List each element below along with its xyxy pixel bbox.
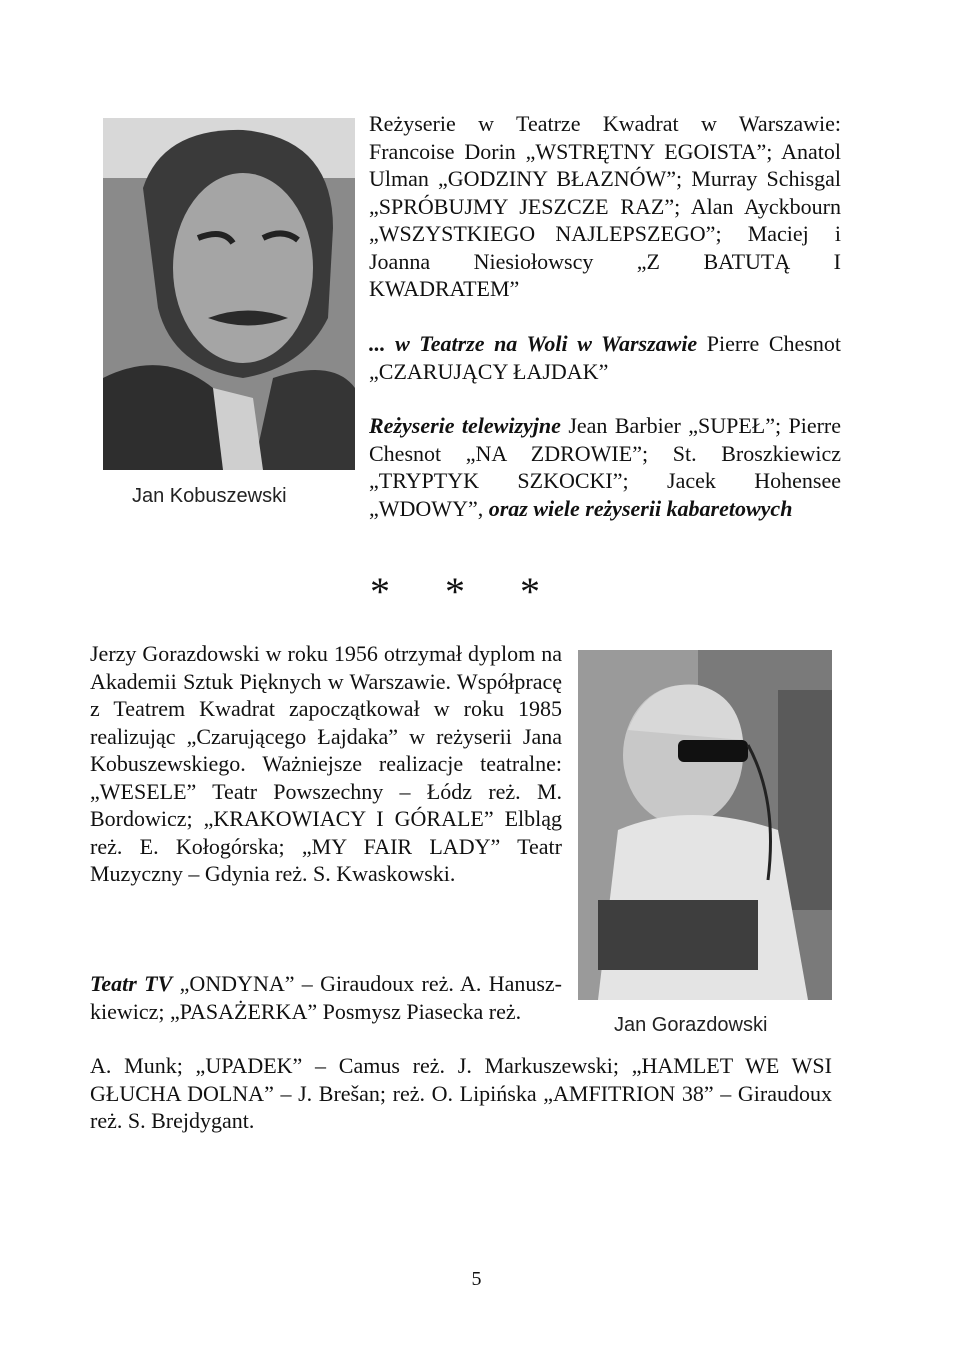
teatr-tv-continued — [90, 1052, 832, 1135]
teatr-tv-section — [90, 970, 562, 1025]
closing-line: oraz wiele reżyserii kabaretowych — [488, 495, 793, 521]
photo-jan-kobuszewski — [103, 118, 355, 470]
text-line: Murray Schisgal „SPRÓBUJMY JESZCZE — [369, 166, 842, 219]
photo-jan-gorazdowski — [578, 650, 832, 1000]
section-heading: ... w Teatrze na Woli w Warszawie — [369, 331, 698, 356]
text-line: Anatol Ulman „GODZINY BŁAZNÓW”; — [369, 138, 841, 191]
page-number: 5 — [471, 1268, 482, 1290]
text-line: GŁUCHA DOLNA” – J. Brešan; reż. O. Lipińska „AMFITRION 38” – — [90, 1080, 732, 1106]
section-heading: Reżyserie telewizyjne — [369, 413, 561, 438]
asterisk-icon: * — [370, 569, 390, 614]
asterisk-icon: * — [445, 569, 465, 614]
text-line: Reżyserie w Teatrze Kwadrat w Warszawie: — [369, 111, 841, 136]
text-line: Warszawie. Współpracę z Teatrem Kwadrat — [90, 668, 562, 721]
text-line: Niesiołowscy „Z BATUTĄ I KWADRATEM” — [369, 248, 842, 301]
photo-caption-kobuszewski: Jan Kobuszewski — [132, 485, 287, 507]
text-line: „Czarującego Łajdaka” w reżyserii Jana — [186, 723, 562, 749]
section-separator — [370, 569, 540, 614]
section-heading: Teatr TV — [90, 971, 173, 996]
text-line: teatralne: „WESELE” Teatr Powszechny – — [90, 751, 562, 804]
text-line: kiewicz; „PASAŻERKA” Posmysz Piasecka reż. — [90, 998, 522, 1024]
asterisk-icon: * — [520, 569, 540, 614]
gorazdowski-biography — [90, 640, 562, 888]
text-line: Jerzy Gorazdowski w roku 1956 otrzymał — [90, 641, 463, 666]
text-line: Giraudoux reż. S. Brejdygant. — [90, 1080, 832, 1133]
text-line: GÓRALE” Elbląg reż. E. Kołogórska; „MY — [90, 806, 563, 859]
text-line: Łódz reż. M. Bordowicz; „KRAKOWIACY I — [90, 778, 563, 831]
portrait-image — [578, 650, 832, 1000]
teatr-na-woli-section — [369, 330, 841, 385]
text-line: NAJLEPSZEGO”; Maciej i Joanna — [369, 221, 842, 274]
text-line: „ONDYNA” – Giraudoux reż. A. Hanusz- — [179, 971, 563, 996]
text-line: dyplom na Akademii Sztuk Pięknych w — [90, 641, 562, 694]
tv-directing-section — [369, 412, 841, 522]
text-line: ZDROWIE”; St. Broszkiewicz „TRYPTYK — [369, 440, 841, 493]
portrait-image — [103, 118, 355, 470]
text-line: Pierre Chesnot „CZARUJĄCY ŁAJDAK” — [369, 331, 841, 384]
text-line: Francoise Dorin „WSTRĘTNY EGOISTA”; — [369, 138, 773, 164]
text-line: FAIR LADY” Teatr Muzyczny – Gdynia reż. S. — [90, 833, 562, 886]
text-line: A. Munk; „UPADEK” – Camus reż. J. Markuszewski; „HAMLET WE WSI — [90, 1053, 832, 1078]
photo-caption-gorazdowski: Jan Gorazdowski — [614, 1014, 768, 1036]
text-line: Jean Barbier „SUPEŁ”; Pierre Chesnot „NA — [369, 413, 842, 466]
text-line: RAZ”; Alan Ayckbourn „WSZYSTKIEGO — [369, 193, 842, 246]
kobuszewski-directing-list — [369, 110, 841, 303]
text-line: Kobuszewskiego. Ważniejsze realizacje — [90, 751, 464, 776]
text-line: zapoczątkował w roku 1985 realizując — [90, 696, 563, 749]
text-line: SZKOCKI”; Jacek Hohensee „WDOWY”, — [369, 468, 842, 521]
text-line: Kwaskowski. — [336, 861, 456, 886]
